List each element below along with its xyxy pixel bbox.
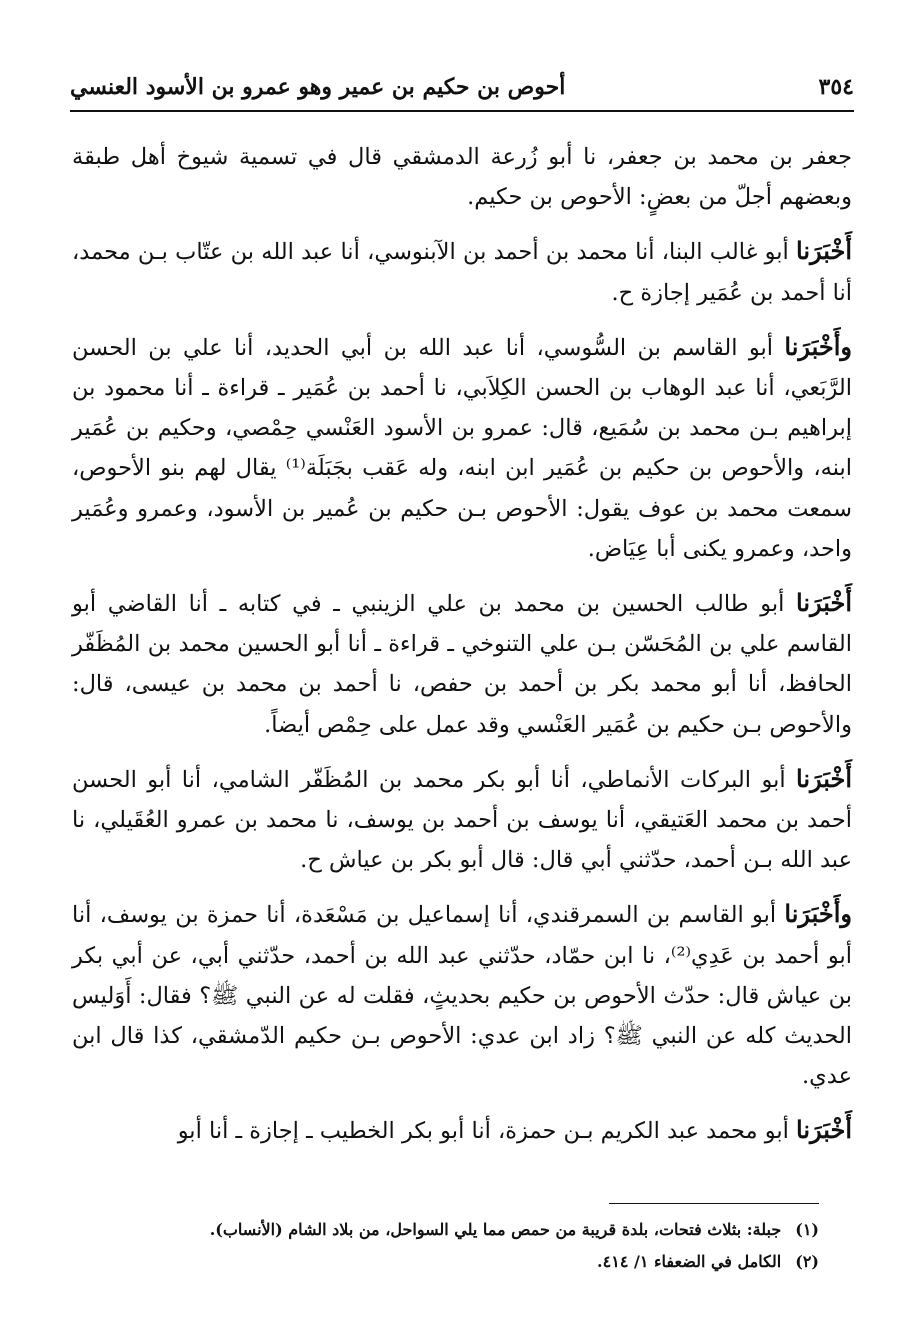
paragraph [72,136,852,217]
paragraph-text: جعفر بن محمد بن جعفر، نا أبو زُرعة الدمشقي قال في تسمية شيوخ أهل طبقة وبعضهم أجلّ من بعضٍ: الأحوص بن حكيم. [72,144,852,211]
paragraph-text: أبو طالب الحسين بن محمد بن علي الزينبي ـ في كتابه ـ أنا القاضي أبو القاسم علي بن المُحَسّن بـن علي التنوخي ـ قراءة ـ أنا أبو الحسين محمد بن المُظَفّر الحافظ، أنا أبو محمد بكر بن أحمد بن حفص، نا أحمد بن محمد بن عيسى، قال: والأحوص بـن حكيم بن عُمَير العَنْسي وقد عمل على حِمْص أيضاً. [72,591,852,738]
footnote [100,1214,819,1246]
paragraph [72,1110,852,1151]
paragraph-lead: وأَخْبَرَنا [784,331,852,361]
running-header [70,70,854,104]
footnotes [100,1214,819,1278]
paragraph-text: أبو القاسم بن السُّوسي، أنا عبد الله بن أبي الحديد، أنا علي بن الحسن الرَّبَعي، أنا عبد الوهاب بن الحسن الكِلاَبي، نا أحمد بن عُمَير ـ قراءة ـ أنا محمود بن إبراهيم بـن محمد بن سُمَيع، قال: عمرو بن الأسود العَنْسي حِمْصي، وحكيم بن عُمَير ابنه، والأحوص بن حكيم بن عُمَير ابن ابنه، وله عَقب بجَبَلَة⁽¹⁾ يقال لهم بنو الأحوص، سمعت محمد بن عوف يقول: الأحوص بـن حكيم بن عُمير بن الأسود، وعمرو وعُمَير واحد، وعمرو يكنى أبا عِيَاض. [72,334,853,562]
paragraph [72,894,852,1096]
paragraph-text: أبو القاسم بن السمرقندي، أنا إسماعيل بن مَسْعَدة، أنا حمزة بن يوسف، أنا أبو أحمد بن عَدِي⁽²⁾، نا ابن حمّاد، حدّثني عبد الله بن أحمد، حدّثني أبي، عن أبي بكر بن عياش قال: حدّث الأحوص بن حكيم بحديثٍ، فقلت له عن النبي ﷺ؟ فقال: أَوَليس الحديث كله عن النبي ﷺ؟ زاد ابن عدي: الأحوص بـن حكيم الدّمشقي، كذا قال ابن عدي. [72,902,852,1090]
paragraph-text: أبو غالب البنا، أنا محمد بن أحمد بن الآبنوسي، أنا عبد الله بن عتّاب بـن محمد، أنا أحمد بن عُمَير إجازة ح. [72,239,852,306]
page-number: ٣٥٤ [818,74,854,100]
footnote-text: الكامل في الضعفاء ١/ ٤١٤. [597,1252,782,1271]
paragraph-lead: أَخْبَرَنا [796,1115,852,1145]
header-title: أحوص بن حكيم بن عمير وهو عمرو بن الأسود العنسي [70,74,566,100]
footnote [100,1246,819,1278]
paragraph [72,231,852,312]
paragraph-lead: وأَخْبَرَنا [784,899,852,929]
footnote-text: جبلة: بثلاث فتحات، بلدة قريبة من حمص مما يلي السواحل، من بلاد الشام (الأنساب). [209,1220,782,1239]
paragraph-lead: أَخْبَرَنا [796,588,852,618]
paragraph [72,583,852,745]
footnote-number: (٢) [795,1252,819,1271]
paragraph-text: أبو محمد عبد الكريم بـن حمزة، أنا أبو بكر الخطيب ـ إجازة ـ أنا أبو [177,1118,797,1145]
paragraph-lead: أَخْبَرَنا [796,236,852,266]
footnote-number: (١) [795,1220,819,1239]
paragraph [72,759,852,881]
paragraph-lead: أَخْبَرَنا [796,763,852,793]
header-rule [70,110,854,112]
paragraph-text: أبو البركات الأنماطي، أنا أبو بكر محمد بن المُظَفّر الشامي، أنا أبو الحسن أحمد بن محمد العَتيقي، أنا يوسف بن أحمد بن يوسف، نا محمد بن عمرو العُقَيلي، نا عبد الله بـن أحمد، حدّثني أبي قال: قال أبو بكر بن عياش ح. [72,766,852,874]
footnote-rule [609,1203,819,1204]
paragraph [72,327,852,569]
main-text [72,136,852,1166]
